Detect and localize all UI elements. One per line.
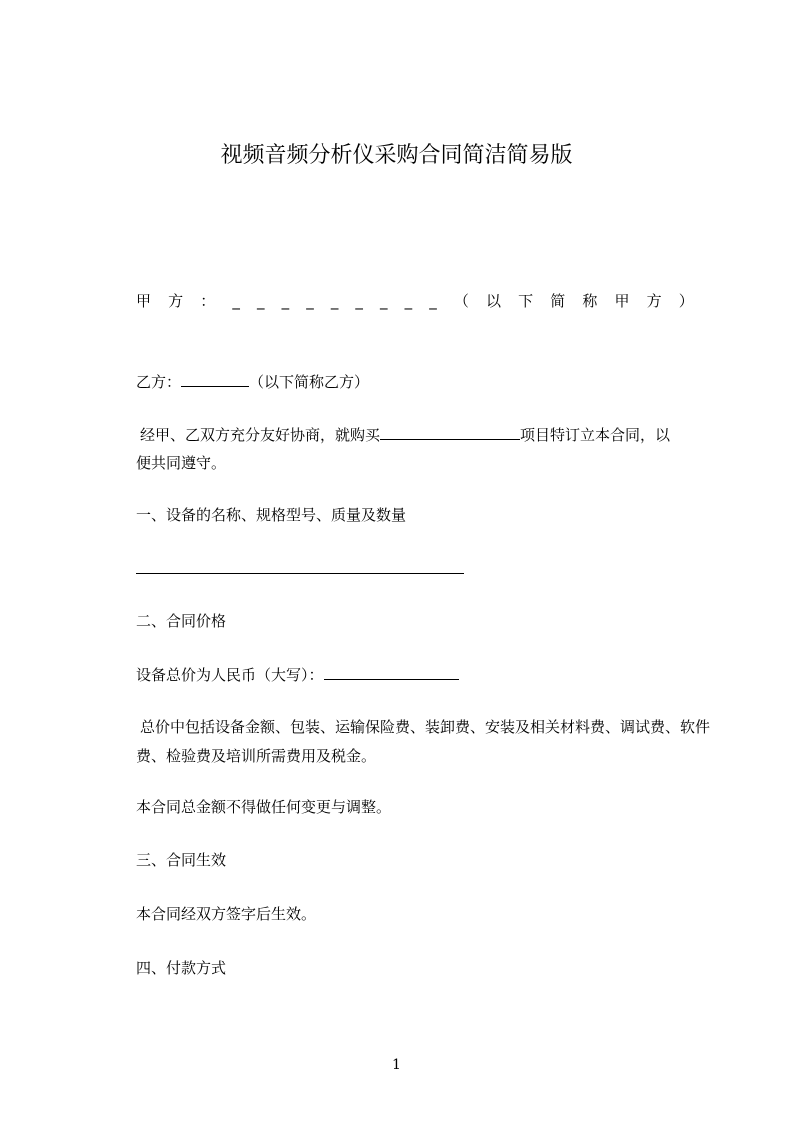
project-name-blank [380,425,520,440]
party-a-blank-char: _ [429,292,437,310]
party-a-char: 称 [582,292,598,310]
section-1-heading: 一、设备的名称、规格型号、质量及数量 [136,506,407,524]
party-a-char: 简 [550,292,566,310]
party-a-line [136,291,694,311]
document-title: 视频音频分析仪采购合同简洁简易版 [220,143,573,168]
total-price-blank [324,665,459,680]
party-a-char: 下 [518,292,534,310]
party-a-char: 方 [646,292,662,310]
section-3-heading: 三、合同生效 [136,851,227,869]
price-includes-paragraph: 总价中包括设备金额、包装、运输保险费、装卸费、安装及相关材料费、调试费、软件费、检验费及培训所需费用及税金。 [136,718,711,765]
party-a-blank-char: _ [355,292,363,310]
intro-prefix: 经甲、乙双方充分友好协商，就购买 [140,426,381,444]
intro-line-1 [140,425,670,445]
total-price-label: 设备总价为人民币（大写）： [136,666,324,684]
party-a-char: 甲 [614,292,630,310]
party-a-blank-char: _ [404,292,413,310]
party-a-char: 方 [168,292,184,310]
page-number: 1 [392,1057,401,1073]
party-a-blank-char: _ [281,292,290,310]
intro-line-2: 便共同遵守。 [136,454,227,472]
party-a-blank-char: _ [330,292,339,310]
party-b-alias: （以下简称乙方） [249,373,370,391]
party-a-blank-char: _ [380,292,388,310]
party-a-char: ） [678,292,694,310]
party-b-line [136,372,369,392]
party-a-char: ： [200,292,216,310]
party-a-blank-char: _ [256,292,265,310]
no-change-clause: 本合同总金额不得做任何变更与调整。 [136,798,392,816]
intro-suffix: 项目特订立本合同，以 [520,426,671,444]
party-a-blank-char: _ [232,292,240,310]
party-a-char: 甲 [136,292,152,310]
effective-clause: 本合同经双方签字后生效。 [136,905,317,923]
party-b-label: 乙方： [136,373,182,391]
section-2-heading: 二、合同价格 [136,612,227,630]
party-a-char: （ [453,292,469,310]
equipment-details-blank [136,573,464,574]
party-a-char: 以 [485,292,501,310]
party-a-blank-char: _ [306,292,314,310]
total-price-line [136,665,459,685]
section-4-heading: 四、付款方式 [136,959,227,977]
party-b-name-blank [181,372,249,387]
